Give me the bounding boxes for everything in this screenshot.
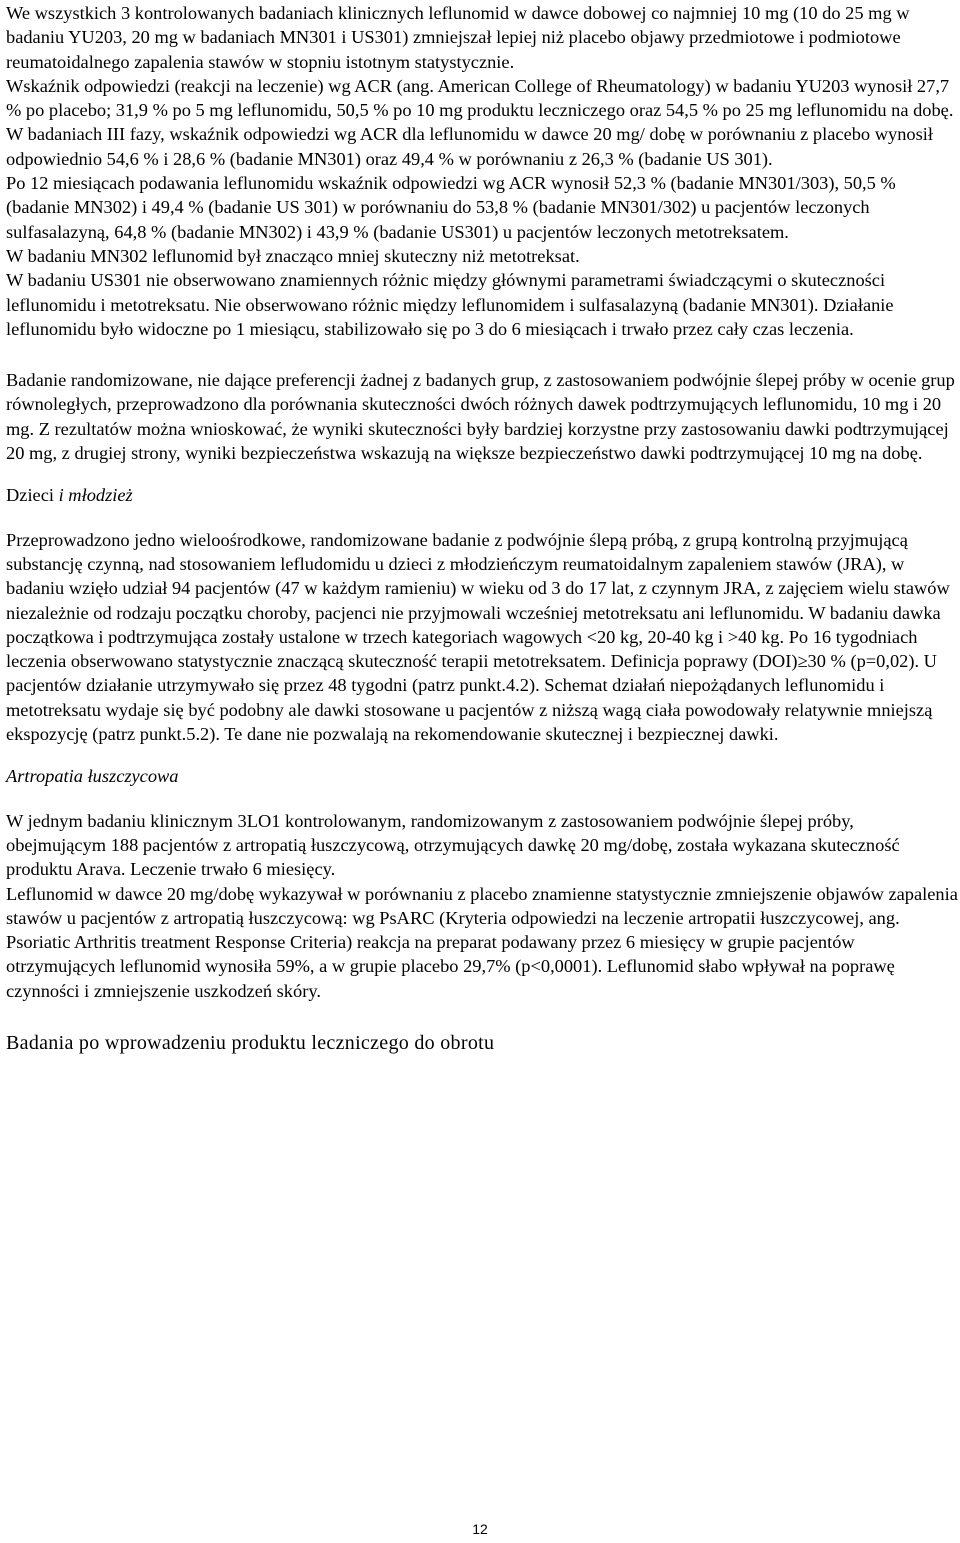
document-page bbox=[6, 1, 958, 1055]
paragraph-3lo1-study: W jednym badaniu klinicznym 3LO1 kontrolowanym, randomizowanym z zastosowaniem podwójnie ślepej próby, obejmującym 188 pacjentów z artropatią łuszczycową, otrzymujących dawkę 20 mg/dobę, została wykazana skuteczność produktu Arava. Leczenie trwało 6 miesięcy. bbox=[6, 810, 900, 880]
paragraph-dose-comparison: Badanie randomizowane, nie dające preferencji żadnej z badanych grup, z zastosowaniem podwójnie ślepej próby w ocenie grup równoległych, przeprowadzono dla porównania skuteczności dwóch różnych dawek podtrzymujących leflunomidu, 10 mg i 20 mg. Z rezultatów można wnioskować, że wyniki skuteczności były bardziej korzystne przy zastosowaniu dawki podtrzymującej 20 mg, z drugiej strony, wyniki bezpieczeństwa wskazują na większe bezpieczeństwo dawki podtrzymującej 10 mg na dobę. bbox=[6, 370, 955, 464]
paragraph-twelve-months: Po 12 miesiącach podawania leflunomidu wskaźnik odpowiedzi wg ACR wynosił 52,3 % (badanie MN301/303), 50,5 % (badanie MN302) i 49,4 % (badanie US 301) w porównaniu do 53,8 % (badanie MN301/302) u pacjentów leczonych sulfasalazyną, 64,8 % (badanie MN302) i 43,9 % (badanie US301) u pacjentów leczonych metotreksatem. bbox=[6, 173, 896, 242]
paragraph-mn302: W badaniu MN302 leflunomid był znacząco mniej skuteczny niż metotreksat. bbox=[6, 245, 580, 266]
paragraph-psarc: Leflunomid w dawce 20 mg/dobę wykazywał w porównaniu z placebo znamienne statystycznie zmniejszenie objawów zapalenia stawów u pacjentów z artropatią łuszczycową: wg PsARC (Kryteria odpowiedzi na leczenie artropatii łuszczycowej, ang. Psoriatic Arthritis treatment Response Criteria) reakcja na preparat podawany przez 6 miesięcy w grupie pacjentów otrzymujących leflunomid wynosiła 59%, a w grupie placebo 29,7% (p<0,0001). Leflunomid słabo wpływał na poprawę czynności i zmniejszenie uszkodzeń skóry. bbox=[6, 883, 958, 1001]
page-number: 12 bbox=[472, 1521, 488, 1537]
heading-post-marketing: Badania po wprowadzeniu produktu leczniczego do obrotu bbox=[6, 1031, 495, 1054]
paragraph-jra-study: Przeprowadzono jedno wieloośrodkowe, randomizowane badanie z podwójnie ślepą próbą, z grupą kontrolną przyjmującą substancję czynną, nad stosowaniem lefludomidu u dzieci z młodzieńczym reumatoidalnym zapaleniem stawów (JRA), w badaniu wzięło udział 94 pacjentów (47 w każdym ramieniu) w wieku od 3 do 17 lat, z czynnym JRA, z zajęciem wielu stawów niezależnie od rodzaju początku choroby, pacjenci nie przyjmowali wcześniej metotreksatu ani leflunomidu. W badaniu dawka początkowa i podtrzymująca zostały ustalone w trzech kategoriach wagowych <20 kg, 20-40 kg i >40 kg. Po 16 tygodniach leczenia obserwowano statystycznie znaczącą skuteczność terapii metotreksatem. Definicja poprawy (DOI)≥30 % (p=0,02). U pacjentów działanie utrzymywało się przez 48 tygodni (patrz punkt.4.2). Schemat działań niepożądanych leflunomidu i metotreksatu wydaje się być podobny ale dawki stosowane u pacjentów z niższą wagą ciała powodowały relatywnie mniejszą ekspozycję (patrz punkt.5.2). Te dane nie pozwalają na rekomendowanie skutecznej i bezpiecznej dawki. bbox=[6, 529, 950, 745]
heading-children bbox=[6, 483, 958, 507]
paragraph-us301: W badaniu US301 nie obserwowano znamiennych różnic między głównymi parametrami świadczącymi o skuteczności leflunomidu i metotreksatu. Nie obserwowano różnic między leflunomidem i sulfasalazyną (badanie MN301). Działanie leflunomidu było widoczne po 1 miesiącu, stabilizowało się po 3 do 6 miesiącach i trwało przez cały czas leczenia. bbox=[6, 270, 894, 339]
paragraph-acr-yu203: Wskaźnik odpowiedzi (reakcji na leczenie) wg ACR (ang. American College of Rheumatology) w badaniu YU203 wynosił 27,7 % po placebo; 31,9 % po 5 mg leflunomidu, 50,5 % po 10 mg produktu leczniczego oraz 54,5 % po 25 mg leflunomidu na dobę. bbox=[6, 75, 954, 121]
heading-children-prefix: Dzieci bbox=[6, 485, 59, 506]
heading-psoriatic-arthropathy: Artropatia łuszczycowa bbox=[6, 766, 179, 787]
paragraph-phase-three: W badaniach III fazy, wskaźnik odpowiedzi wg ACR dla leflunomidu w dawce 20 mg/ dobę w porównaniu z placebo wynosił odpowiednio 54,6 % i 28,6 % (badanie MN301) oraz 49,4 % w porównaniu z 26,3 % (badanie US 301). bbox=[6, 124, 933, 169]
paragraph-placebo-comparison: We wszystkich 3 kontrolowanych badaniach klinicznych leflunomid w dawce dobowej co najmniej 10 mg (10 do 25 mg w badaniu YU203, 20 mg w badaniach MN301 i US301) zmniejszał lepiej niż placebo objawy przedmiotowe i podmiotowe reumatoidalnego zapalenia stawów w stopniu istotnym statystycznie. bbox=[6, 3, 910, 72]
heading-children-italic: i młodzież bbox=[58, 485, 133, 506]
